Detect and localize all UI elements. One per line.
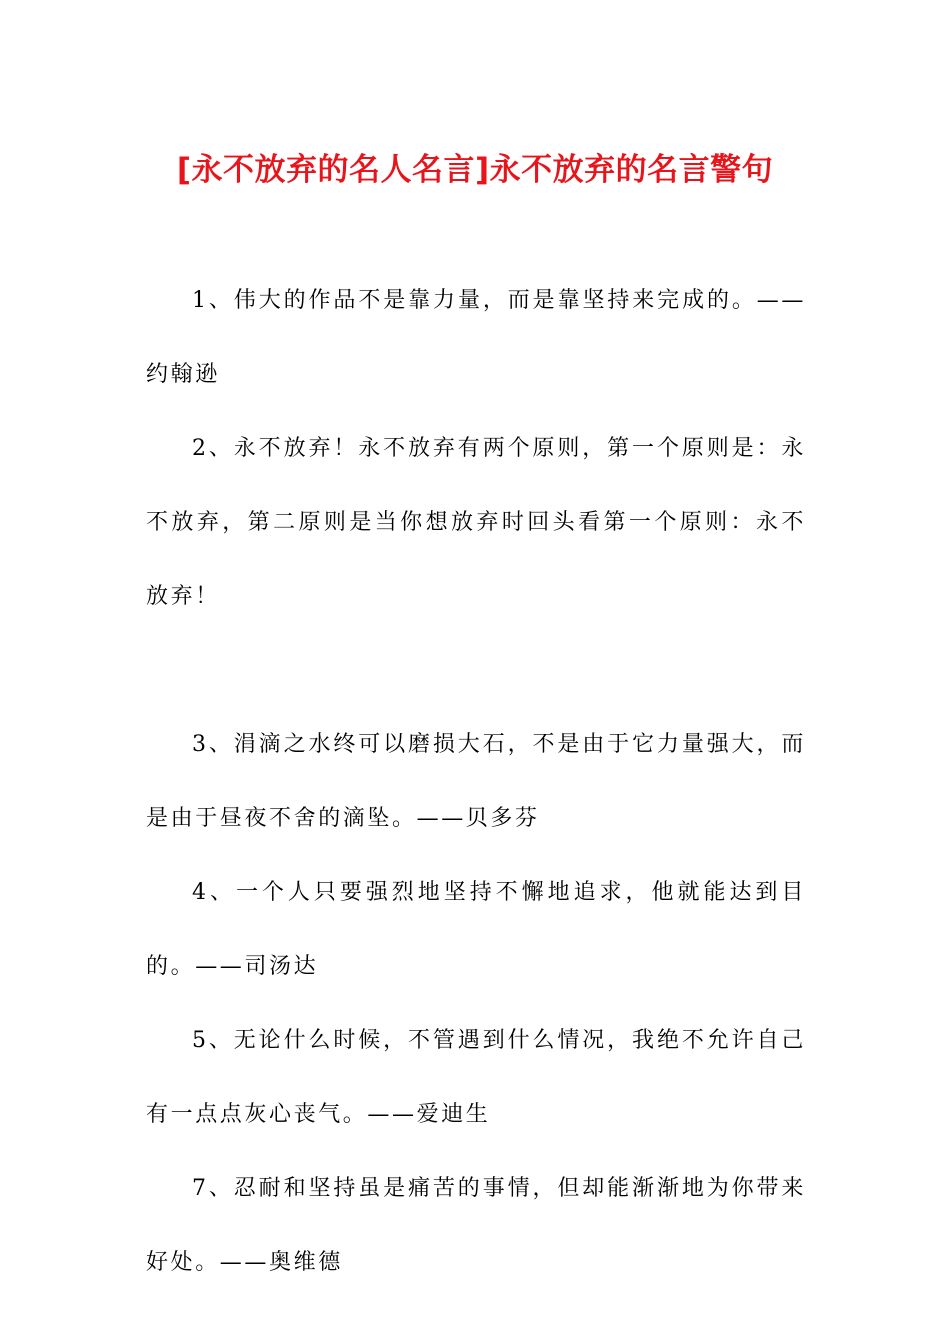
quote-paragraph-3: 3、涓滴之水终可以磨损大石，不是由于它力量强大，而是由于昼夜不舍的滴坠。——贝多芬 — [146, 732, 806, 831]
quote-paragraph-7: 7、忍耐和坚持虽是痛苦的事情，但却能渐渐地为你带来好处。——奥维德 — [146, 1176, 806, 1275]
page-title: [永不放弃的名人名言]永不放弃的名言警句 — [176, 152, 774, 188]
quote-paragraph-1: 1、伟大的作品不是靠力量，而是靠坚持来完成的。——约翰逊 — [146, 288, 806, 387]
quote-paragraph-5: 5、无论什么时候，不管遇到什么情况，我绝不允许自己有一点点灰心丧气。——爱迪生 — [146, 1028, 806, 1127]
quote-list — [146, 264, 806, 1300]
quote-paragraph-2: 2、永不放弃！永不放弃有两个原则，第一个原则是：永不放弃，第二原则是当你想放弃时回头看第一个原则：永不放弃！ — [146, 436, 806, 609]
quote-paragraph-4: 4、一个人只要强烈地坚持不懈地追求，他就能达到目的。——司汤达 — [146, 880, 806, 979]
